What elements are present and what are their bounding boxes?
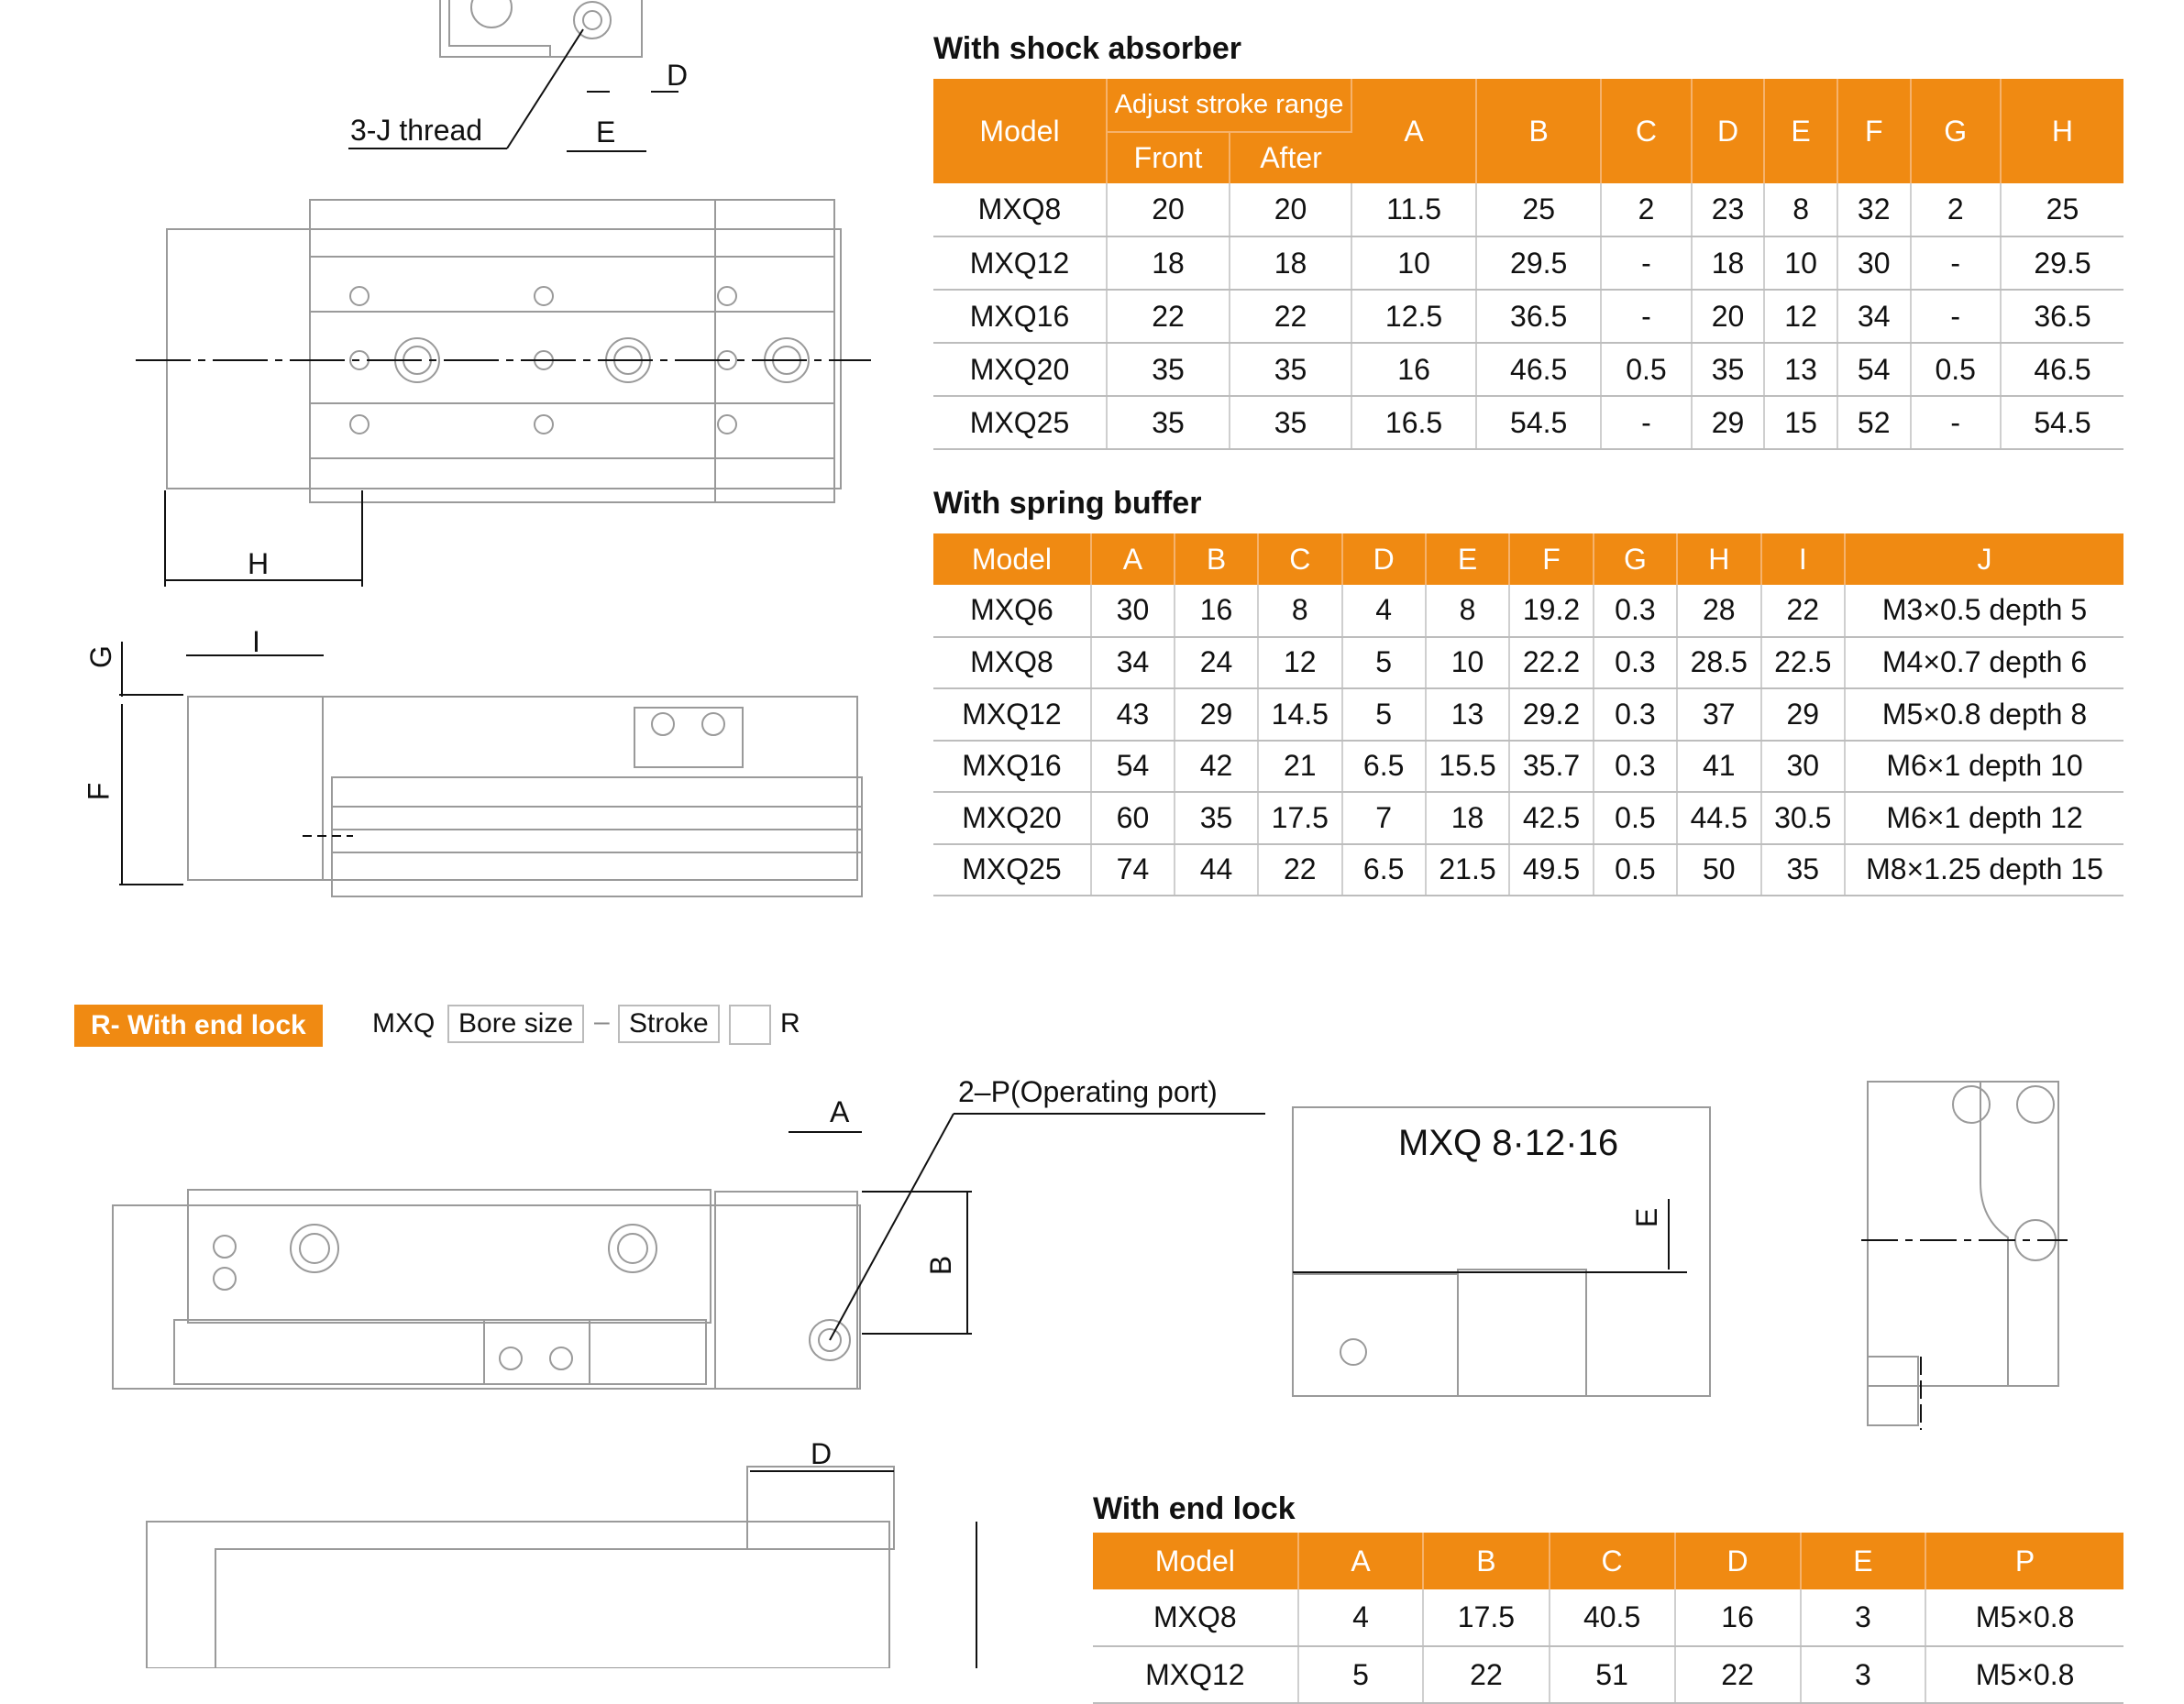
table-cell: 0.5 bbox=[1594, 844, 1677, 896]
table-cell: 19.2 bbox=[1509, 585, 1594, 637]
column-header: P bbox=[1925, 1533, 2123, 1589]
model-cell: MXQ8 bbox=[933, 183, 1107, 236]
table-cell: 0.3 bbox=[1594, 741, 1677, 793]
table-cell: - bbox=[1601, 236, 1691, 290]
table-cell: 46.5 bbox=[2001, 343, 2123, 396]
table-cell: 42 bbox=[1175, 741, 1258, 793]
table-cell: 12.5 bbox=[1351, 290, 1476, 343]
column-header: A bbox=[1298, 1533, 1424, 1589]
table-cell: 20 bbox=[1107, 183, 1230, 236]
table-row bbox=[933, 741, 2123, 793]
column-header: C bbox=[1258, 533, 1342, 585]
table-row bbox=[933, 637, 2123, 689]
table-cell: 54.5 bbox=[2001, 396, 2123, 449]
table-row bbox=[933, 688, 2123, 741]
table-cell: 30.5 bbox=[1761, 792, 1846, 844]
column-header: B bbox=[1423, 1533, 1549, 1589]
shock-title: With shock absorber bbox=[933, 31, 1241, 66]
table-cell: 18 bbox=[1230, 236, 1351, 290]
dim-d-label: D bbox=[667, 59, 689, 92]
table-row bbox=[1093, 1589, 2123, 1646]
column-header: J bbox=[1845, 533, 2123, 585]
column-header: C bbox=[1550, 1533, 1675, 1589]
model-cell: MXQ25 bbox=[933, 396, 1107, 449]
table-cell: 35 bbox=[1230, 343, 1351, 396]
column-header: D bbox=[1675, 1533, 1801, 1589]
model-cell: MXQ25 bbox=[933, 844, 1091, 896]
table-cell: 14.5 bbox=[1258, 688, 1342, 741]
table-cell: 16 bbox=[1175, 585, 1258, 637]
col-a: A bbox=[1351, 79, 1476, 183]
table-cell: 22 bbox=[1107, 290, 1230, 343]
model-cell: MXQ12 bbox=[933, 688, 1091, 741]
table-cell: - bbox=[1911, 290, 2001, 343]
table-cell: 2 bbox=[1911, 183, 2001, 236]
table-cell: 8 bbox=[1764, 183, 1837, 236]
table-cell: 50 bbox=[1677, 844, 1761, 896]
table-row bbox=[933, 343, 2123, 396]
column-header: E bbox=[1801, 1533, 1926, 1589]
table-cell: 30 bbox=[1091, 585, 1175, 637]
table-row bbox=[933, 844, 2123, 896]
table-cell: 34 bbox=[1091, 637, 1175, 689]
detail-title: MXQ 8·12·16 bbox=[1398, 1123, 1619, 1163]
table-cell: 37 bbox=[1677, 688, 1761, 741]
table-cell: 20 bbox=[1692, 290, 1765, 343]
table-cell: 12 bbox=[1258, 637, 1342, 689]
dim-f-label: F bbox=[82, 782, 116, 801]
table-row bbox=[933, 792, 2123, 844]
table-cell: 5 bbox=[1342, 688, 1426, 741]
table-cell: 6.5 bbox=[1342, 844, 1426, 896]
table-cell: 44 bbox=[1175, 844, 1258, 896]
col-adjust: Adjust stroke range bbox=[1107, 79, 1351, 132]
model-cell: MXQ16 bbox=[933, 290, 1107, 343]
table-cell: M8×1.25 depth 15 bbox=[1845, 844, 2123, 896]
table-cell: M5×0.8 bbox=[1925, 1646, 2123, 1703]
table-cell: 52 bbox=[1837, 396, 1911, 449]
table-cell: 35 bbox=[1175, 792, 1258, 844]
table-cell: 18 bbox=[1107, 236, 1230, 290]
table-cell: 35.7 bbox=[1509, 741, 1594, 793]
spring-title: With spring buffer bbox=[933, 486, 1202, 521]
table-row bbox=[933, 183, 2123, 236]
table-cell: - bbox=[1601, 396, 1691, 449]
dim-e-label: E bbox=[596, 115, 616, 148]
table-cell: 10 bbox=[1426, 637, 1510, 689]
table-cell: 4 bbox=[1298, 1589, 1424, 1646]
table-cell: 35 bbox=[1107, 396, 1230, 449]
table-cell: 0.5 bbox=[1911, 343, 2001, 396]
table-cell: 6.5 bbox=[1342, 741, 1426, 793]
column-header: E bbox=[1426, 533, 1510, 585]
table-cell: 30 bbox=[1761, 741, 1846, 793]
dim-g-label: G bbox=[83, 645, 117, 668]
table-cell: 5 bbox=[1298, 1646, 1424, 1703]
table-cell: 7 bbox=[1342, 792, 1426, 844]
table-cell: 51 bbox=[1550, 1646, 1675, 1703]
table-cell: 0.3 bbox=[1594, 585, 1677, 637]
table-cell: 0.5 bbox=[1594, 792, 1677, 844]
endlock-rows bbox=[1093, 1589, 2123, 1703]
option-box bbox=[729, 1005, 771, 1045]
table-cell: 17.5 bbox=[1423, 1589, 1549, 1646]
table-cell: 25 bbox=[2001, 183, 2123, 236]
model-cell: MXQ8 bbox=[1093, 1589, 1298, 1646]
dim-i-label: I bbox=[252, 625, 260, 658]
table-cell: 4 bbox=[1342, 585, 1426, 637]
col-e: E bbox=[1764, 79, 1837, 183]
table-cell: 74 bbox=[1091, 844, 1175, 896]
endlock-header bbox=[1093, 1533, 2123, 1589]
dim-a2-label: A bbox=[830, 1095, 850, 1128]
table-cell: 40.5 bbox=[1550, 1589, 1675, 1646]
table-cell: 22 bbox=[1675, 1646, 1801, 1703]
dim-e2-label: E bbox=[1630, 1207, 1664, 1228]
column-header: A bbox=[1091, 533, 1175, 585]
table-cell: 2 bbox=[1601, 183, 1691, 236]
table-cell: 24 bbox=[1175, 637, 1258, 689]
model-cell: MXQ6 bbox=[933, 585, 1091, 637]
table-row bbox=[933, 236, 2123, 290]
col-model: Model bbox=[933, 79, 1107, 183]
table-cell: 3 bbox=[1801, 1589, 1926, 1646]
bore-size-box: Bore size bbox=[447, 1005, 584, 1043]
table-cell: 8 bbox=[1258, 585, 1342, 637]
table-cell: - bbox=[1601, 290, 1691, 343]
table-cell: 20 bbox=[1230, 183, 1351, 236]
table-cell: 12 bbox=[1764, 290, 1837, 343]
table-cell: 29.2 bbox=[1509, 688, 1594, 741]
table-cell: 54 bbox=[1837, 343, 1911, 396]
table-cell: 22 bbox=[1761, 585, 1846, 637]
table-cell: 15 bbox=[1764, 396, 1837, 449]
dim-h-label: H bbox=[248, 547, 270, 580]
col-d: D bbox=[1692, 79, 1765, 183]
table-cell: 8 bbox=[1426, 585, 1510, 637]
spring-buffer-table bbox=[933, 533, 2123, 896]
table-cell: 22 bbox=[1258, 844, 1342, 896]
table-cell: 5 bbox=[1342, 637, 1426, 689]
col-c: C bbox=[1601, 79, 1691, 183]
table-cell: 21.5 bbox=[1426, 844, 1510, 896]
model-cell: MXQ12 bbox=[933, 236, 1107, 290]
table-cell: M3×0.5 depth 5 bbox=[1845, 585, 2123, 637]
table-cell: 22.2 bbox=[1509, 637, 1594, 689]
end-lock-badge: R- With end lock bbox=[74, 1005, 323, 1047]
table-cell: 17.5 bbox=[1258, 792, 1342, 844]
table-cell: 21 bbox=[1258, 741, 1342, 793]
table-cell: 0.5 bbox=[1601, 343, 1691, 396]
table-cell: 16 bbox=[1675, 1589, 1801, 1646]
column-header: Model bbox=[1093, 1533, 1298, 1589]
column-header: D bbox=[1342, 533, 1426, 585]
column-header: G bbox=[1594, 533, 1677, 585]
table-cell: 25 bbox=[1476, 183, 1601, 236]
col-g: G bbox=[1911, 79, 2001, 183]
stroke-box: Stroke bbox=[618, 1005, 720, 1043]
dim-b2-label: B bbox=[924, 1255, 958, 1276]
table-cell: 49.5 bbox=[1509, 844, 1594, 896]
table-cell: 15.5 bbox=[1426, 741, 1510, 793]
table-cell: - bbox=[1911, 396, 2001, 449]
col-h: H bbox=[2001, 79, 2123, 183]
table-row bbox=[1093, 1646, 2123, 1703]
table-cell: 29 bbox=[1175, 688, 1258, 741]
table-cell: 35 bbox=[1230, 396, 1351, 449]
table-cell: 22 bbox=[1230, 290, 1351, 343]
table-cell: 28.5 bbox=[1677, 637, 1761, 689]
column-header: H bbox=[1677, 533, 1761, 585]
model-cell: MXQ20 bbox=[933, 792, 1091, 844]
table-cell: 54 bbox=[1091, 741, 1175, 793]
table-cell: 13 bbox=[1426, 688, 1510, 741]
port-label: 2–P(Operating port) bbox=[958, 1075, 1218, 1108]
table-cell: 60 bbox=[1091, 792, 1175, 844]
table-cell: 35 bbox=[1761, 844, 1846, 896]
table-cell: 18 bbox=[1692, 236, 1765, 290]
shock-absorber-table bbox=[933, 79, 2123, 450]
endlock-title: With end lock bbox=[1093, 1491, 1296, 1526]
table-cell: 10 bbox=[1764, 236, 1837, 290]
dim-d2-label: D bbox=[811, 1437, 833, 1470]
spring-header bbox=[933, 533, 2123, 585]
table-cell: M5×0.8 bbox=[1925, 1589, 2123, 1646]
table-cell: 22 bbox=[1423, 1646, 1549, 1703]
table-cell: 13 bbox=[1764, 343, 1837, 396]
model-cell: MXQ16 bbox=[933, 741, 1091, 793]
table-cell: 29.5 bbox=[2001, 236, 2123, 290]
col-f: F bbox=[1837, 79, 1911, 183]
table-cell: 36.5 bbox=[2001, 290, 2123, 343]
table-cell: 11.5 bbox=[1351, 183, 1476, 236]
column-header: B bbox=[1175, 533, 1258, 585]
table-cell: 44.5 bbox=[1677, 792, 1761, 844]
column-header: F bbox=[1509, 533, 1594, 585]
table-cell: 35 bbox=[1107, 343, 1230, 396]
shock-rows bbox=[933, 183, 2123, 449]
table-cell: 22.5 bbox=[1761, 637, 1846, 689]
column-header: Model bbox=[933, 533, 1091, 585]
order-dash: – bbox=[594, 1006, 610, 1037]
table-cell: 29 bbox=[1761, 688, 1846, 741]
table-cell: M5×0.8 depth 8 bbox=[1845, 688, 2123, 741]
table-cell: 34 bbox=[1837, 290, 1911, 343]
table-cell: M4×0.7 depth 6 bbox=[1845, 637, 2123, 689]
table-cell: 35 bbox=[1692, 343, 1765, 396]
table-cell: 16.5 bbox=[1351, 396, 1476, 449]
table-cell: 54.5 bbox=[1476, 396, 1601, 449]
table-cell: 42.5 bbox=[1509, 792, 1594, 844]
table-cell: 18 bbox=[1426, 792, 1510, 844]
table-cell: 10 bbox=[1351, 236, 1476, 290]
table-row bbox=[933, 585, 2123, 637]
table-cell: 29 bbox=[1692, 396, 1765, 449]
spring-rows bbox=[933, 585, 2123, 896]
table-cell: M6×1 depth 12 bbox=[1845, 792, 2123, 844]
thread-label: 3-J thread bbox=[350, 114, 483, 147]
table-cell: 41 bbox=[1677, 741, 1761, 793]
table-cell: 43 bbox=[1091, 688, 1175, 741]
model-cell: MXQ20 bbox=[933, 343, 1107, 396]
table-cell: 29.5 bbox=[1476, 236, 1601, 290]
table-cell: 0.3 bbox=[1594, 688, 1677, 741]
end-lock-table bbox=[1093, 1533, 2123, 1704]
table-cell: 3 bbox=[1801, 1646, 1926, 1703]
table-cell: - bbox=[1911, 236, 2001, 290]
order-suffix: R bbox=[780, 1008, 800, 1039]
column-header: I bbox=[1761, 533, 1846, 585]
model-cell: MXQ8 bbox=[933, 637, 1091, 689]
col-b: B bbox=[1476, 79, 1601, 183]
col-front: Front bbox=[1107, 132, 1230, 183]
table-cell: 36.5 bbox=[1476, 290, 1601, 343]
table-cell: 30 bbox=[1837, 236, 1911, 290]
table-cell: 16 bbox=[1351, 343, 1476, 396]
table-cell: 46.5 bbox=[1476, 343, 1601, 396]
table-row bbox=[933, 396, 2123, 449]
table-cell: 28 bbox=[1677, 585, 1761, 637]
order-prefix: MXQ bbox=[372, 1008, 436, 1039]
table-cell: 23 bbox=[1692, 183, 1765, 236]
table-cell: 32 bbox=[1837, 183, 1911, 236]
table-cell: M6×1 depth 10 bbox=[1845, 741, 2123, 793]
col-after: After bbox=[1230, 132, 1351, 183]
model-cell: MXQ12 bbox=[1093, 1646, 1298, 1703]
table-row bbox=[933, 290, 2123, 343]
table-cell: 0.3 bbox=[1594, 637, 1677, 689]
